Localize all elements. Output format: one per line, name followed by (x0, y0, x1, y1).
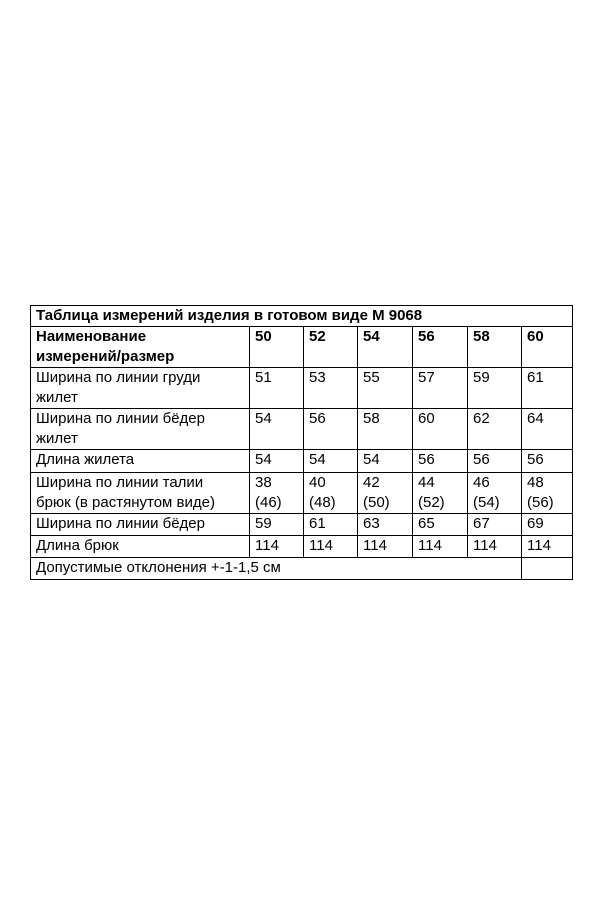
table-row (31, 473, 573, 514)
table-cell: 54 (250, 450, 304, 473)
size-header: 50 (250, 327, 304, 368)
row-label: Длина брюк (31, 536, 250, 558)
table-cell: 62 (468, 409, 522, 450)
table-cell: 58 (358, 409, 413, 450)
table-cell: 54 (250, 409, 304, 450)
tolerance-note: Допустимые отклонения +-1-1,5 см (31, 558, 522, 580)
row-label: Ширина по линии талии брюк (в растянутом виде) (31, 473, 250, 514)
table-cell: 114 (413, 536, 468, 558)
size-header: 56 (413, 327, 468, 368)
table-cell: 46 (54) (468, 473, 522, 514)
table-title: Таблица измерений изделия в готовом виде М 9068 (31, 306, 573, 327)
table-cell: 56 (304, 409, 358, 450)
table-cell: 114 (358, 536, 413, 558)
table-cell: 114 (468, 536, 522, 558)
table-cell: 64 (522, 409, 573, 450)
row-label: Ширина по линии груди жилет (31, 368, 250, 409)
table-cell: 42 (50) (358, 473, 413, 514)
table-cell: 38 (46) (250, 473, 304, 514)
table-cell: 61 (522, 368, 573, 409)
table-cell: 40 (48) (304, 473, 358, 514)
note-row (31, 558, 573, 580)
table-row (31, 514, 573, 536)
row-label: Ширина по линии бёдер (31, 514, 250, 536)
table-cell: 56 (468, 450, 522, 473)
table-row (31, 409, 573, 450)
table-cell: 55 (358, 368, 413, 409)
table-cell: 56 (522, 450, 573, 473)
row-label: Ширина по линии бёдер жилет (31, 409, 250, 450)
table-cell: 48 (56) (522, 473, 573, 514)
table-cell: 69 (522, 514, 573, 536)
table-cell: 67 (468, 514, 522, 536)
table-cell: 51 (250, 368, 304, 409)
empty-cell (522, 558, 573, 580)
size-header: 60 (522, 327, 573, 368)
table-cell: 56 (413, 450, 468, 473)
table-row (31, 368, 573, 409)
size-header: 52 (304, 327, 358, 368)
table-cell: 44 (52) (413, 473, 468, 514)
table-row (31, 536, 573, 558)
table-cell: 61 (304, 514, 358, 536)
table-cell: 54 (358, 450, 413, 473)
size-header: 54 (358, 327, 413, 368)
table-cell: 60 (413, 409, 468, 450)
table-cell: 63 (358, 514, 413, 536)
table-cell: 57 (413, 368, 468, 409)
table-cell: 65 (413, 514, 468, 536)
row-label: Длина жилета (31, 450, 250, 473)
header-row (31, 327, 573, 368)
table-cell: 59 (250, 514, 304, 536)
table-cell: 114 (304, 536, 358, 558)
table-cell: 54 (304, 450, 358, 473)
table-row (31, 450, 573, 473)
header-label: Наименование измерений/размер (31, 327, 250, 368)
measurement-table (30, 305, 573, 580)
table-cell: 59 (468, 368, 522, 409)
table-cell: 53 (304, 368, 358, 409)
table-cell: 114 (522, 536, 573, 558)
table-cell: 114 (250, 536, 304, 558)
size-header: 58 (468, 327, 522, 368)
title-row (31, 306, 573, 327)
